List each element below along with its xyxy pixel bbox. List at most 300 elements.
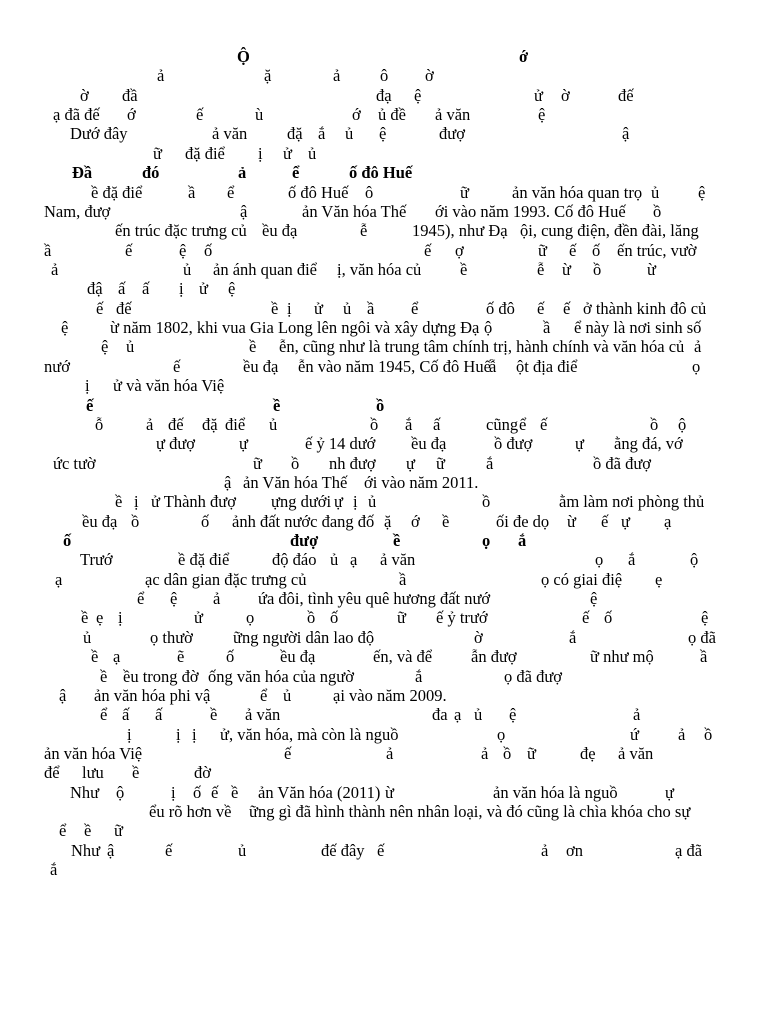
text-fragment: ữ <box>153 143 162 163</box>
text-line <box>0 202 768 222</box>
text-fragment: ấ <box>118 279 126 299</box>
text-line <box>0 105 768 125</box>
text-line <box>0 434 768 454</box>
text-fragment: đặ điể <box>185 143 225 163</box>
text-fragment: ầ <box>44 240 52 260</box>
text-line <box>0 66 768 86</box>
text-fragment: ử <box>314 298 323 318</box>
text-fragment: ử <box>199 279 208 299</box>
text-fragment: ừ <box>385 782 394 802</box>
text-fragment: ễ <box>537 260 545 279</box>
text-fragment: ế <box>601 511 609 531</box>
text-fragment: ử và văn hóa Việ <box>113 376 225 396</box>
text-fragment: ố đô <box>486 298 515 318</box>
text-line <box>0 802 768 822</box>
text-line <box>0 550 768 570</box>
text-fragment: ù <box>255 105 264 125</box>
text-fragment: ủ <box>343 298 352 318</box>
text-fragment: ồ <box>593 260 602 279</box>
text-fragment: ị <box>353 492 358 512</box>
text-fragment: ạ <box>55 569 63 589</box>
text-fragment: ề đặ điể <box>91 182 143 202</box>
text-line <box>0 299 768 319</box>
text-fragment: ộ <box>484 318 493 337</box>
text-fragment: ử <box>194 608 203 628</box>
text-fragment: ản văn hóa phi vậ <box>94 685 211 705</box>
text-line <box>0 337 768 357</box>
text-fragment: ề <box>271 298 279 318</box>
text-fragment: ả <box>238 163 247 183</box>
text-fragment: ậ <box>107 840 115 860</box>
text-fragment: ị <box>179 279 184 299</box>
text-fragment: ảnh đất nước đang đố <box>232 511 375 531</box>
text-fragment: ứa đôi, tình yêu quê hương đất nướ <box>258 589 491 609</box>
text-fragment: Đầ <box>72 163 93 183</box>
text-fragment: đặ <box>202 414 218 434</box>
text-fragment: ản Văn hóa Thế <box>243 472 348 492</box>
text-line <box>0 454 768 474</box>
text-fragment: ồ <box>653 201 662 221</box>
text-fragment: ờ <box>425 66 434 86</box>
text-fragment: ọ <box>482 531 491 550</box>
text-fragment: ằm làm nơi phòng thủ <box>559 492 705 512</box>
text-fragment: ử Thành đượ <box>151 492 236 512</box>
text-fragment: ị <box>258 143 263 163</box>
text-fragment: ề <box>81 608 89 628</box>
text-fragment: ằng đá, vớ <box>614 434 683 454</box>
text-fragment: ề <box>393 531 401 550</box>
text-fragment: ặ <box>384 511 392 531</box>
text-fragment: độ đáo <box>272 550 317 570</box>
text-fragment: ị <box>176 724 181 744</box>
text-fragment: ị <box>192 724 197 744</box>
text-fragment: ạ đã đế <box>53 105 100 125</box>
text-fragment: ề <box>100 666 108 686</box>
text-line <box>0 628 768 648</box>
text-fragment: ừ <box>567 511 576 531</box>
text-fragment: ầ <box>399 569 407 589</box>
text-fragment: ự <box>621 511 630 531</box>
text-fragment: đạ <box>376 85 392 105</box>
text-fragment: ả văn <box>380 550 416 570</box>
text-fragment: ế <box>96 298 104 318</box>
text-fragment: ố <box>193 782 202 802</box>
text-fragment: ều đạ <box>262 221 298 241</box>
text-fragment: ẹ <box>96 608 104 628</box>
document-title <box>0 47 768 67</box>
text-fragment: ậ <box>622 124 630 144</box>
text-fragment: ựng dưới <box>271 492 332 512</box>
text-line <box>0 241 768 261</box>
text-fragment: ự <box>665 782 674 802</box>
text-fragment: ả văn <box>245 705 281 725</box>
text-fragment: ả <box>213 589 221 609</box>
text-fragment: ẽ <box>177 647 185 667</box>
text-fragment: ể <box>411 298 419 318</box>
text-line <box>0 260 768 280</box>
text-fragment: ỗ <box>95 414 104 434</box>
text-fragment: ữ như mộ <box>590 647 654 667</box>
text-fragment: ớ <box>519 47 529 66</box>
text-fragment: ủ <box>474 705 483 725</box>
text-fragment: ồ <box>650 414 659 434</box>
text-line <box>0 763 768 783</box>
text-fragment: ạ <box>350 550 358 570</box>
text-fragment: ủ <box>283 685 292 705</box>
text-fragment: ả <box>386 744 394 763</box>
text-fragment: ạ <box>664 511 672 531</box>
text-fragment: điể <box>225 414 246 434</box>
text-fragment: ản ánh quan điể <box>213 260 318 279</box>
text-fragment: ộ <box>678 414 687 434</box>
text-fragment: ả <box>694 337 702 357</box>
text-fragment: ầ <box>188 182 196 202</box>
text-fragment: ới vào năm 1993. Cố đô Huế <box>435 201 626 221</box>
text-line <box>0 415 768 435</box>
text-fragment: ệ <box>379 124 387 144</box>
text-fragment: ế <box>125 240 133 260</box>
text-line <box>0 783 768 803</box>
text-fragment: ại vào năm 2009. <box>333 685 447 705</box>
text-fragment: ố đô Huế <box>288 182 349 202</box>
text-fragment: ả văn <box>618 744 654 763</box>
text-line <box>0 725 768 745</box>
text-fragment: ề <box>84 821 92 841</box>
text-fragment: ố <box>592 240 601 260</box>
text-fragment: Dướ đây <box>70 124 128 144</box>
text-fragment: ồ đượ <box>494 434 533 454</box>
text-fragment: ớ <box>127 105 136 125</box>
text-fragment: ệ <box>509 705 517 725</box>
text-fragment: ả <box>678 724 686 744</box>
text-fragment: ều trong đờ <box>123 666 199 686</box>
text-fragment: ả <box>541 840 549 860</box>
text-fragment: đế <box>168 414 184 434</box>
text-fragment: ồ <box>376 395 385 415</box>
text-fragment: đậ <box>87 279 103 299</box>
text-fragment: ể <box>137 589 145 609</box>
text-line <box>0 86 768 106</box>
text-line <box>0 492 768 512</box>
text-fragment: ệ <box>101 337 109 357</box>
text-fragment: ắ <box>518 531 527 550</box>
text-fragment: ố <box>226 647 235 667</box>
text-fragment: ọ <box>692 356 701 376</box>
text-line <box>0 647 768 667</box>
text-fragment: ể <box>227 182 235 202</box>
text-fragment: nướ <box>44 356 70 376</box>
text-fragment: ữ <box>114 821 123 841</box>
text-fragment: ến trúc đặc trưng củ <box>115 221 247 241</box>
text-fragment: ọ đã <box>688 627 716 647</box>
text-fragment: ố <box>201 511 210 531</box>
text-fragment: ự <box>334 492 343 512</box>
text-fragment: ề <box>249 337 257 357</box>
text-fragment: ến, và để <box>373 647 433 667</box>
text-fragment: ủ <box>83 627 92 647</box>
text-fragment: ản văn hóa quan trọ <box>512 182 643 202</box>
text-fragment: ự <box>406 453 415 473</box>
text-fragment: ờ <box>474 627 483 647</box>
text-fragment: ố <box>604 608 613 628</box>
text-fragment: ự đượ <box>156 434 195 454</box>
text-line <box>0 357 768 377</box>
text-fragment: ộ <box>116 782 125 802</box>
text-fragment: ị <box>171 782 176 802</box>
text-fragment: ều đạ <box>243 356 279 376</box>
text-fragment: ủ <box>368 492 377 512</box>
text-fragment: ậ <box>240 201 248 221</box>
text-fragment: ắ <box>318 124 326 144</box>
text-fragment: ắ <box>628 550 636 570</box>
text-fragment: ọ đã đượ <box>504 666 562 686</box>
text-fragment: ội, cung điện, đền đài, lăng <box>520 221 699 241</box>
text-fragment: ả <box>633 705 641 725</box>
text-fragment: ố <box>330 608 339 628</box>
text-fragment: ệ <box>590 589 598 609</box>
text-fragment: đặ <box>287 124 303 144</box>
text-fragment: ế ỷ trướ <box>436 608 488 628</box>
section-heading <box>0 531 768 551</box>
text-line <box>0 376 768 396</box>
text-fragment: ột địa điể <box>516 356 578 376</box>
text-fragment: ản Văn hóa Thế <box>302 201 407 221</box>
text-line <box>0 124 768 144</box>
text-fragment: ều đạ <box>280 647 316 667</box>
text-fragment: đế <box>116 298 132 318</box>
text-fragment: ủ <box>126 337 135 357</box>
text-fragment: ự <box>239 434 248 454</box>
text-fragment: ản văn hóa Việ <box>44 744 143 763</box>
text-line <box>0 473 768 493</box>
text-fragment: ử, văn hóa, mà còn là nguồ <box>220 724 399 744</box>
text-fragment: ể <box>519 414 527 434</box>
text-fragment: Trướ <box>80 550 113 570</box>
text-fragment: ắ <box>405 414 413 434</box>
text-fragment: đượ <box>439 124 465 144</box>
text-line <box>0 744 768 764</box>
text-fragment: ọ <box>246 608 255 628</box>
text-fragment: ạ <box>454 705 462 725</box>
text-fragment: ạc dân gian đặc trưng củ <box>145 569 307 589</box>
text-fragment: ấ <box>122 705 130 725</box>
text-fragment: ế <box>284 744 292 763</box>
text-fragment: ệ <box>698 182 706 202</box>
text-fragment: đẹ <box>580 744 596 763</box>
text-fragment: ệ <box>701 608 709 628</box>
text-fragment: ồ <box>482 492 491 512</box>
text-fragment: ị <box>287 298 292 318</box>
text-fragment: ầ <box>367 298 375 318</box>
text-fragment: ủ <box>651 182 660 202</box>
text-fragment: ị <box>127 724 132 744</box>
text-fragment: để <box>44 763 60 783</box>
text-line <box>0 589 768 609</box>
text-fragment: ế ỷ 14 dướ <box>305 434 376 454</box>
text-fragment: ọ <box>595 550 604 570</box>
text-fragment: ế <box>377 840 385 860</box>
text-fragment: ữ <box>253 453 262 473</box>
text-fragment: ững gì đã hình thành nên nhân loại, và đó cũng là chìa khóa cho sự <box>249 802 691 821</box>
text-fragment: ị, văn hóa củ <box>337 260 422 279</box>
text-line <box>0 144 768 164</box>
text-fragment: ắ <box>486 453 494 473</box>
text-fragment: ồ đã đượ <box>593 453 651 473</box>
text-fragment: ả <box>51 260 59 279</box>
text-line <box>0 667 768 687</box>
text-fragment: ờ <box>561 85 570 105</box>
text-fragment: ệ <box>179 240 187 260</box>
text-fragment: ữ <box>436 453 445 473</box>
text-fragment: ến trúc, vườ <box>617 240 697 260</box>
text-fragment: ế <box>540 414 548 434</box>
text-fragment: ể này là nơi sinh số <box>574 318 702 337</box>
text-fragment: ức tườ <box>53 453 96 473</box>
text-fragment: ữ <box>527 744 536 763</box>
text-fragment: ề <box>460 260 468 279</box>
text-fragment: đa <box>432 705 448 725</box>
text-fragment: ắ <box>415 666 423 686</box>
text-fragment: đế <box>618 85 634 105</box>
text-fragment: ấ <box>142 279 150 299</box>
text-line <box>0 279 768 299</box>
text-fragment: ố <box>63 531 72 550</box>
text-fragment: ề <box>231 782 239 802</box>
text-fragment: ều đạ <box>82 511 118 531</box>
text-fragment: ả <box>333 66 341 86</box>
text-fragment: ẹ <box>655 569 663 589</box>
text-fragment: nh đượ <box>329 453 376 473</box>
text-fragment: ế <box>211 782 219 802</box>
text-fragment: ờ <box>80 85 89 105</box>
text-fragment: ớ <box>352 105 361 125</box>
text-fragment: ệ <box>61 318 69 337</box>
text-fragment: ề <box>210 705 218 725</box>
text-fragment: ững người dân lao độ <box>233 627 375 647</box>
text-fragment: ủ đề <box>378 105 406 125</box>
text-fragment: ế <box>563 298 571 318</box>
text-fragment: ế <box>86 395 94 415</box>
text-fragment: ộ <box>690 550 699 570</box>
text-fragment: ễn vào năm 1945, Cố đô Huế <box>298 356 491 376</box>
text-fragment: ủ <box>238 840 247 860</box>
text-fragment: ồ <box>370 414 379 434</box>
text-line <box>0 608 768 628</box>
text-fragment: ới vào năm 2011. <box>364 472 479 492</box>
text-fragment: ọ thườ <box>150 627 193 647</box>
text-fragment: ả văn <box>435 105 471 125</box>
text-fragment: ế <box>196 105 204 125</box>
text-fragment: lưu <box>82 763 104 783</box>
text-fragment: ị <box>134 492 139 512</box>
text-fragment: ế <box>173 356 181 376</box>
text-fragment: ủ <box>330 550 339 570</box>
text-fragment: ữ <box>538 240 547 260</box>
text-line <box>0 821 768 841</box>
text-fragment: ử <box>283 143 292 163</box>
text-fragment: ồ <box>503 744 512 763</box>
text-fragment: ề <box>442 511 450 531</box>
text-fragment: ể <box>100 705 108 725</box>
text-fragment: 1945), như Đạ <box>412 221 508 241</box>
text-fragment: ủ <box>345 124 354 144</box>
text-fragment: ợ <box>455 240 464 260</box>
text-fragment: ề đặ điể <box>178 550 230 570</box>
text-fragment: ậ <box>224 472 232 492</box>
text-fragment: ặ <box>264 66 272 86</box>
text-line <box>0 221 768 241</box>
text-fragment: ản văn hóa là nguồ <box>493 782 618 802</box>
text-fragment: đế đây <box>321 840 365 860</box>
text-fragment: ế <box>582 608 590 628</box>
text-fragment: ở thành kinh đô củ <box>583 298 707 318</box>
text-fragment: ọ có giai điệ <box>541 569 623 589</box>
text-fragment: ồ <box>291 453 300 473</box>
text-fragment: cũng <box>486 414 519 434</box>
text-fragment: ọ <box>497 724 506 744</box>
text-fragment: ủ <box>183 260 192 279</box>
text-fragment: ề <box>132 763 140 783</box>
text-fragment: ữ <box>460 182 469 202</box>
text-line <box>0 841 768 861</box>
text-fragment: ều đạ <box>411 434 447 454</box>
text-line <box>0 318 768 338</box>
text-fragment: ự <box>575 434 584 454</box>
text-fragment: ấ <box>433 414 441 434</box>
text-fragment: ữ <box>397 608 406 628</box>
text-fragment: ống văn hóa của ngườ <box>208 666 354 686</box>
text-fragment: đó <box>142 163 160 183</box>
text-fragment: ô <box>380 66 389 86</box>
text-fragment: ị <box>85 376 90 396</box>
text-fragment: ủ <box>269 414 278 434</box>
text-fragment: ắ <box>50 860 58 880</box>
text-fragment: đượ <box>290 531 319 550</box>
text-fragment: ứ <box>630 724 639 744</box>
text-line <box>0 860 768 880</box>
text-fragment: ả <box>157 66 165 86</box>
text-fragment: ề <box>91 647 99 667</box>
text-fragment: ệ <box>228 279 236 299</box>
text-fragment: Ộ <box>237 47 250 66</box>
text-fragment: ả văn <box>212 124 248 144</box>
text-fragment: ẫn đượ <box>471 647 517 667</box>
text-fragment: ế <box>424 240 432 260</box>
text-fragment: ừ năm 1802, khi vua Gia Long lên ngôi và xây dựng Đạ <box>110 318 480 337</box>
text-fragment: ối đe dọ <box>496 511 550 531</box>
text-fragment: ệ <box>414 85 422 105</box>
text-line <box>0 686 768 706</box>
text-fragment: ừ <box>562 260 571 279</box>
text-fragment: ể <box>59 821 67 841</box>
text-fragment: ệ <box>538 105 546 125</box>
text-fragment: đầ <box>122 85 138 105</box>
text-fragment: ễn, cũng như là trung tâm chính trị, hành chính và văn hóa củ <box>279 337 685 357</box>
text-fragment: ố đô Huế <box>349 163 413 183</box>
text-fragment: ả <box>481 744 489 763</box>
text-fragment: ả <box>146 414 154 434</box>
text-fragment: ản Văn hóa (2011) <box>258 782 381 802</box>
text-fragment: đờ <box>194 763 211 783</box>
text-line <box>0 183 768 203</box>
text-fragment: ồ <box>704 724 713 744</box>
text-fragment: ớ <box>411 511 420 531</box>
text-fragment: Nam, đượ <box>44 201 111 221</box>
text-fragment: ễ <box>360 221 368 241</box>
text-fragment: ị <box>118 608 123 628</box>
section-heading <box>0 163 768 183</box>
text-fragment: ệ <box>170 589 178 609</box>
